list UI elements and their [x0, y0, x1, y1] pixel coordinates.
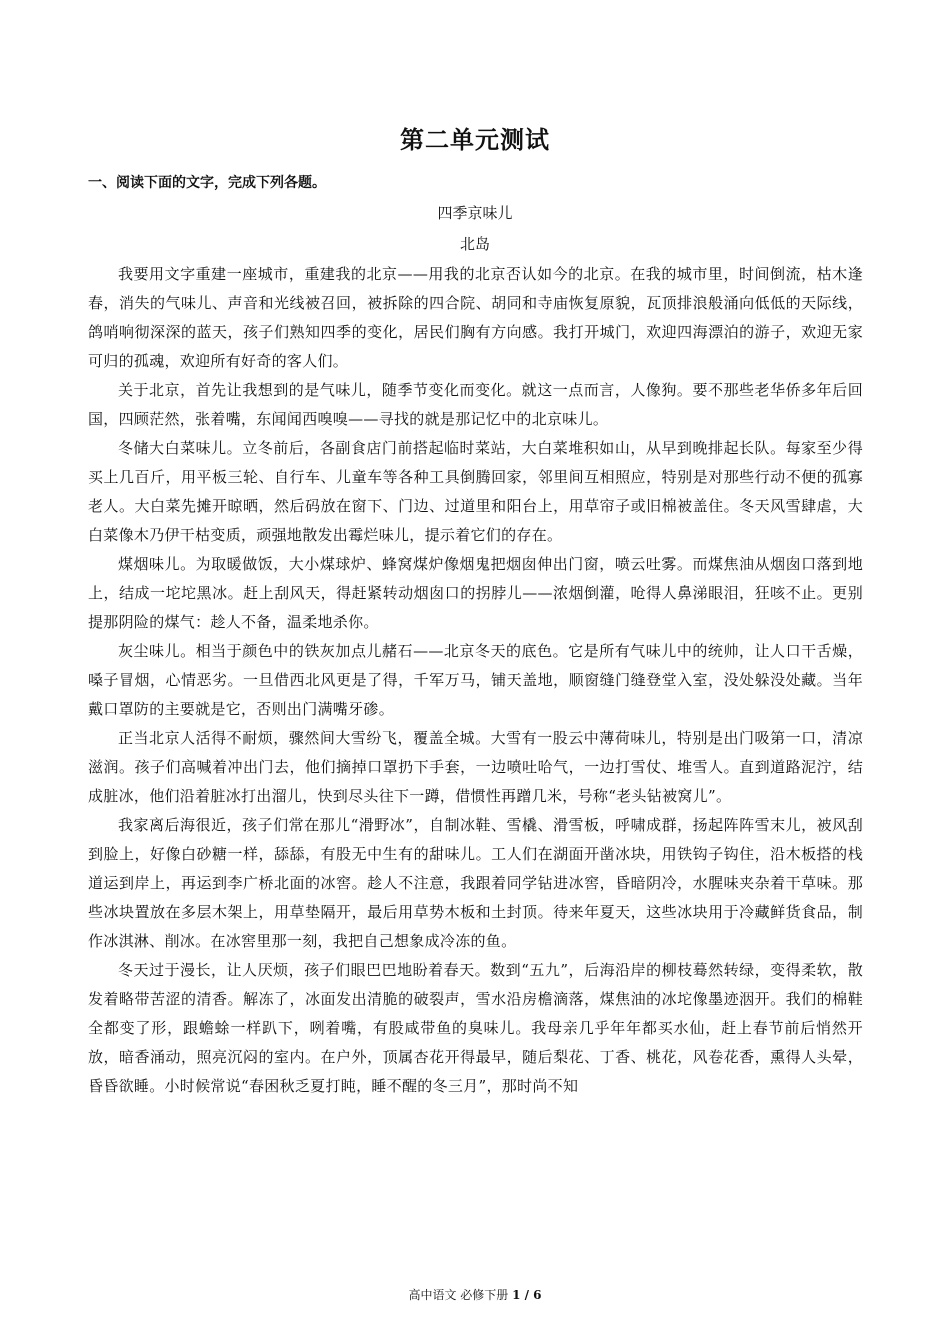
paragraph: 煤烟味儿。为取暖做饭，大小煤球炉、蜂窝煤炉像烟鬼把烟囱伸出门窗，喷云吐雾。而煤焦油从烟囱口落到地上，结成一坨坨黑冰。赶上刮风天，得赶紧转动烟囱口的拐脖儿——浓烟倒灌，呛得人鼻涕眼泪，狂咳不止。更别提那阴险的煤气：趁人不备，温柔地杀你。	[88, 555, 863, 631]
article-title: 四季京味儿	[437, 204, 513, 222]
paragraph: 冬天过于漫长，让人厌烦，孩子们眼巴巴地盼着春天。数到“五九”，后海沿岸的柳枝蓦然转绿，变得柔软，散发着略带苦涩的清香。解冻了，冰面发出清脆的破裂声，雪水沿房檐滴落，煤焦油的冰坨像墨迹洇开。我们的棉鞋全都变了形，跟蟾蜍一样趴下，咧着嘴，有股咸带鱼的臭味儿。我母亲几乎年年都买水仙，赶上春节前后悄然开放，暗香涌动，照亮沉闷的室内。在户外，顶属杏花开得最早，随后梨花、丁香、桃花，风卷花香，熏得人头晕，昏昏欲睡。小时候常说“春困秋乏夏打盹，睡不醒的冬三月”，那时尚不知	[88, 961, 863, 1095]
paragraph: 关于北京，首先让我想到的是气味儿，随季节变化而变化。就这一点而言，人像狗。要不那些老华侨多年后回国，四顾茫然，张着嘴，东闻闻西嗅嗅——寻找的就是那记忆中的北京味儿。	[88, 381, 863, 428]
article-body	[88, 260, 863, 1101]
paragraph: 我家离后海很近，孩子们常在那儿“滑野冰”，自制冰鞋、雪橇、滑雪板，呼啸成群，扬起阵阵雪末儿，被风刮到脸上，好像白砂糖一样，舔舔，有股无中生有的甜味儿。工人们在湖面开凿冰块，用铁钩子钩住，沿木板搭的栈道运到岸上，再运到李广桥北面的冰窖。趁人不注意，我跟着同学钻进冰窖，昏暗阴冷，水腥味夹杂着干草味。那些冰块置放在多层木架上，用草垫隔开，最后用草势木板和土封顶。待来年夏天，这些冰块用于冷藏鲜货食品，制作冰淇淋、削冰。在冰窖里那一刻，我把自己想象成冷冻的鱼。	[88, 816, 863, 950]
paragraph: 灰尘味儿。相当于颜色中的铁灰加点儿赭石——北京冬天的底色。它是所有气味儿中的统帅，让人口干舌燥，嗓子冒烟，心情恶劣。一旦借西北风更是了得，千军万马，铺天盖地，顺窗缝门缝登堂入室，没处躲没处藏。当年戴口罩防的主要就是它，否则出门满嘴牙碜。	[88, 642, 863, 718]
page-number: 1 / 6	[512, 1288, 542, 1302]
section-heading: 一、阅读下面的文字，完成下列各题。	[88, 175, 326, 191]
paragraph: 正当北京人活得不耐烦，骤然间大雪纷飞，覆盖全城。大雪有一股云中薄荷味儿，特别是出门吸第一口，清凉滋润。孩子们高喊着冲出门去，他们摘掉口罩扔下手套，一边喷吐哈气，一边打雪仗、堆雪人。直到道路泥泞，结成脏冰，他们沿着脏冰打出溜儿，快到尽头往下一蹲，借惯性再蹭几米，号称“老头钻被窝儿”。	[88, 729, 863, 805]
exam-title: 第二单元测试	[400, 126, 550, 154]
footer-course: 高中语文 必修下册	[408, 1288, 513, 1302]
article-author: 北岛	[459, 235, 490, 253]
paragraph: 冬储大白菜味儿。立冬前后，各副食店门前搭起临时菜站，大白菜堆积如山，从早到晚排起长队。每家至少得买上几百斤，用平板三轮、自行车、儿童车等各种工具倒腾回家，邻里间互相照应，特别是对那些行动不便的孤寡老人。大白菜先摊开晾晒，然后码放在窗下、门边、过道里和阳台上，用草帘子或旧棉被盖住。冬天风雪肆虐，大白菜像木乃伊干枯变质，顽强地散发出霉烂味儿，提示着它们的存在。	[88, 439, 863, 544]
page-footer	[0, 1286, 950, 1304]
paragraph: 我要用文字重建一座城市，重建我的北京——用我的北京否认如今的北京。在我的城市里，时间倒流，枯木逢春，消失的气味儿、声音和光线被召回，被拆除的四合院、胡同和寺庙恢复原貌，瓦顶排浪般涌向低低的天际线，鸽哨响彻深深的蓝天，孩子们熟知四季的变化，居民们胸有方向感。我打开城门，欢迎四海漂泊的游子，欢迎无家可归的孤魂，欢迎所有好奇的客人们。	[88, 265, 863, 370]
